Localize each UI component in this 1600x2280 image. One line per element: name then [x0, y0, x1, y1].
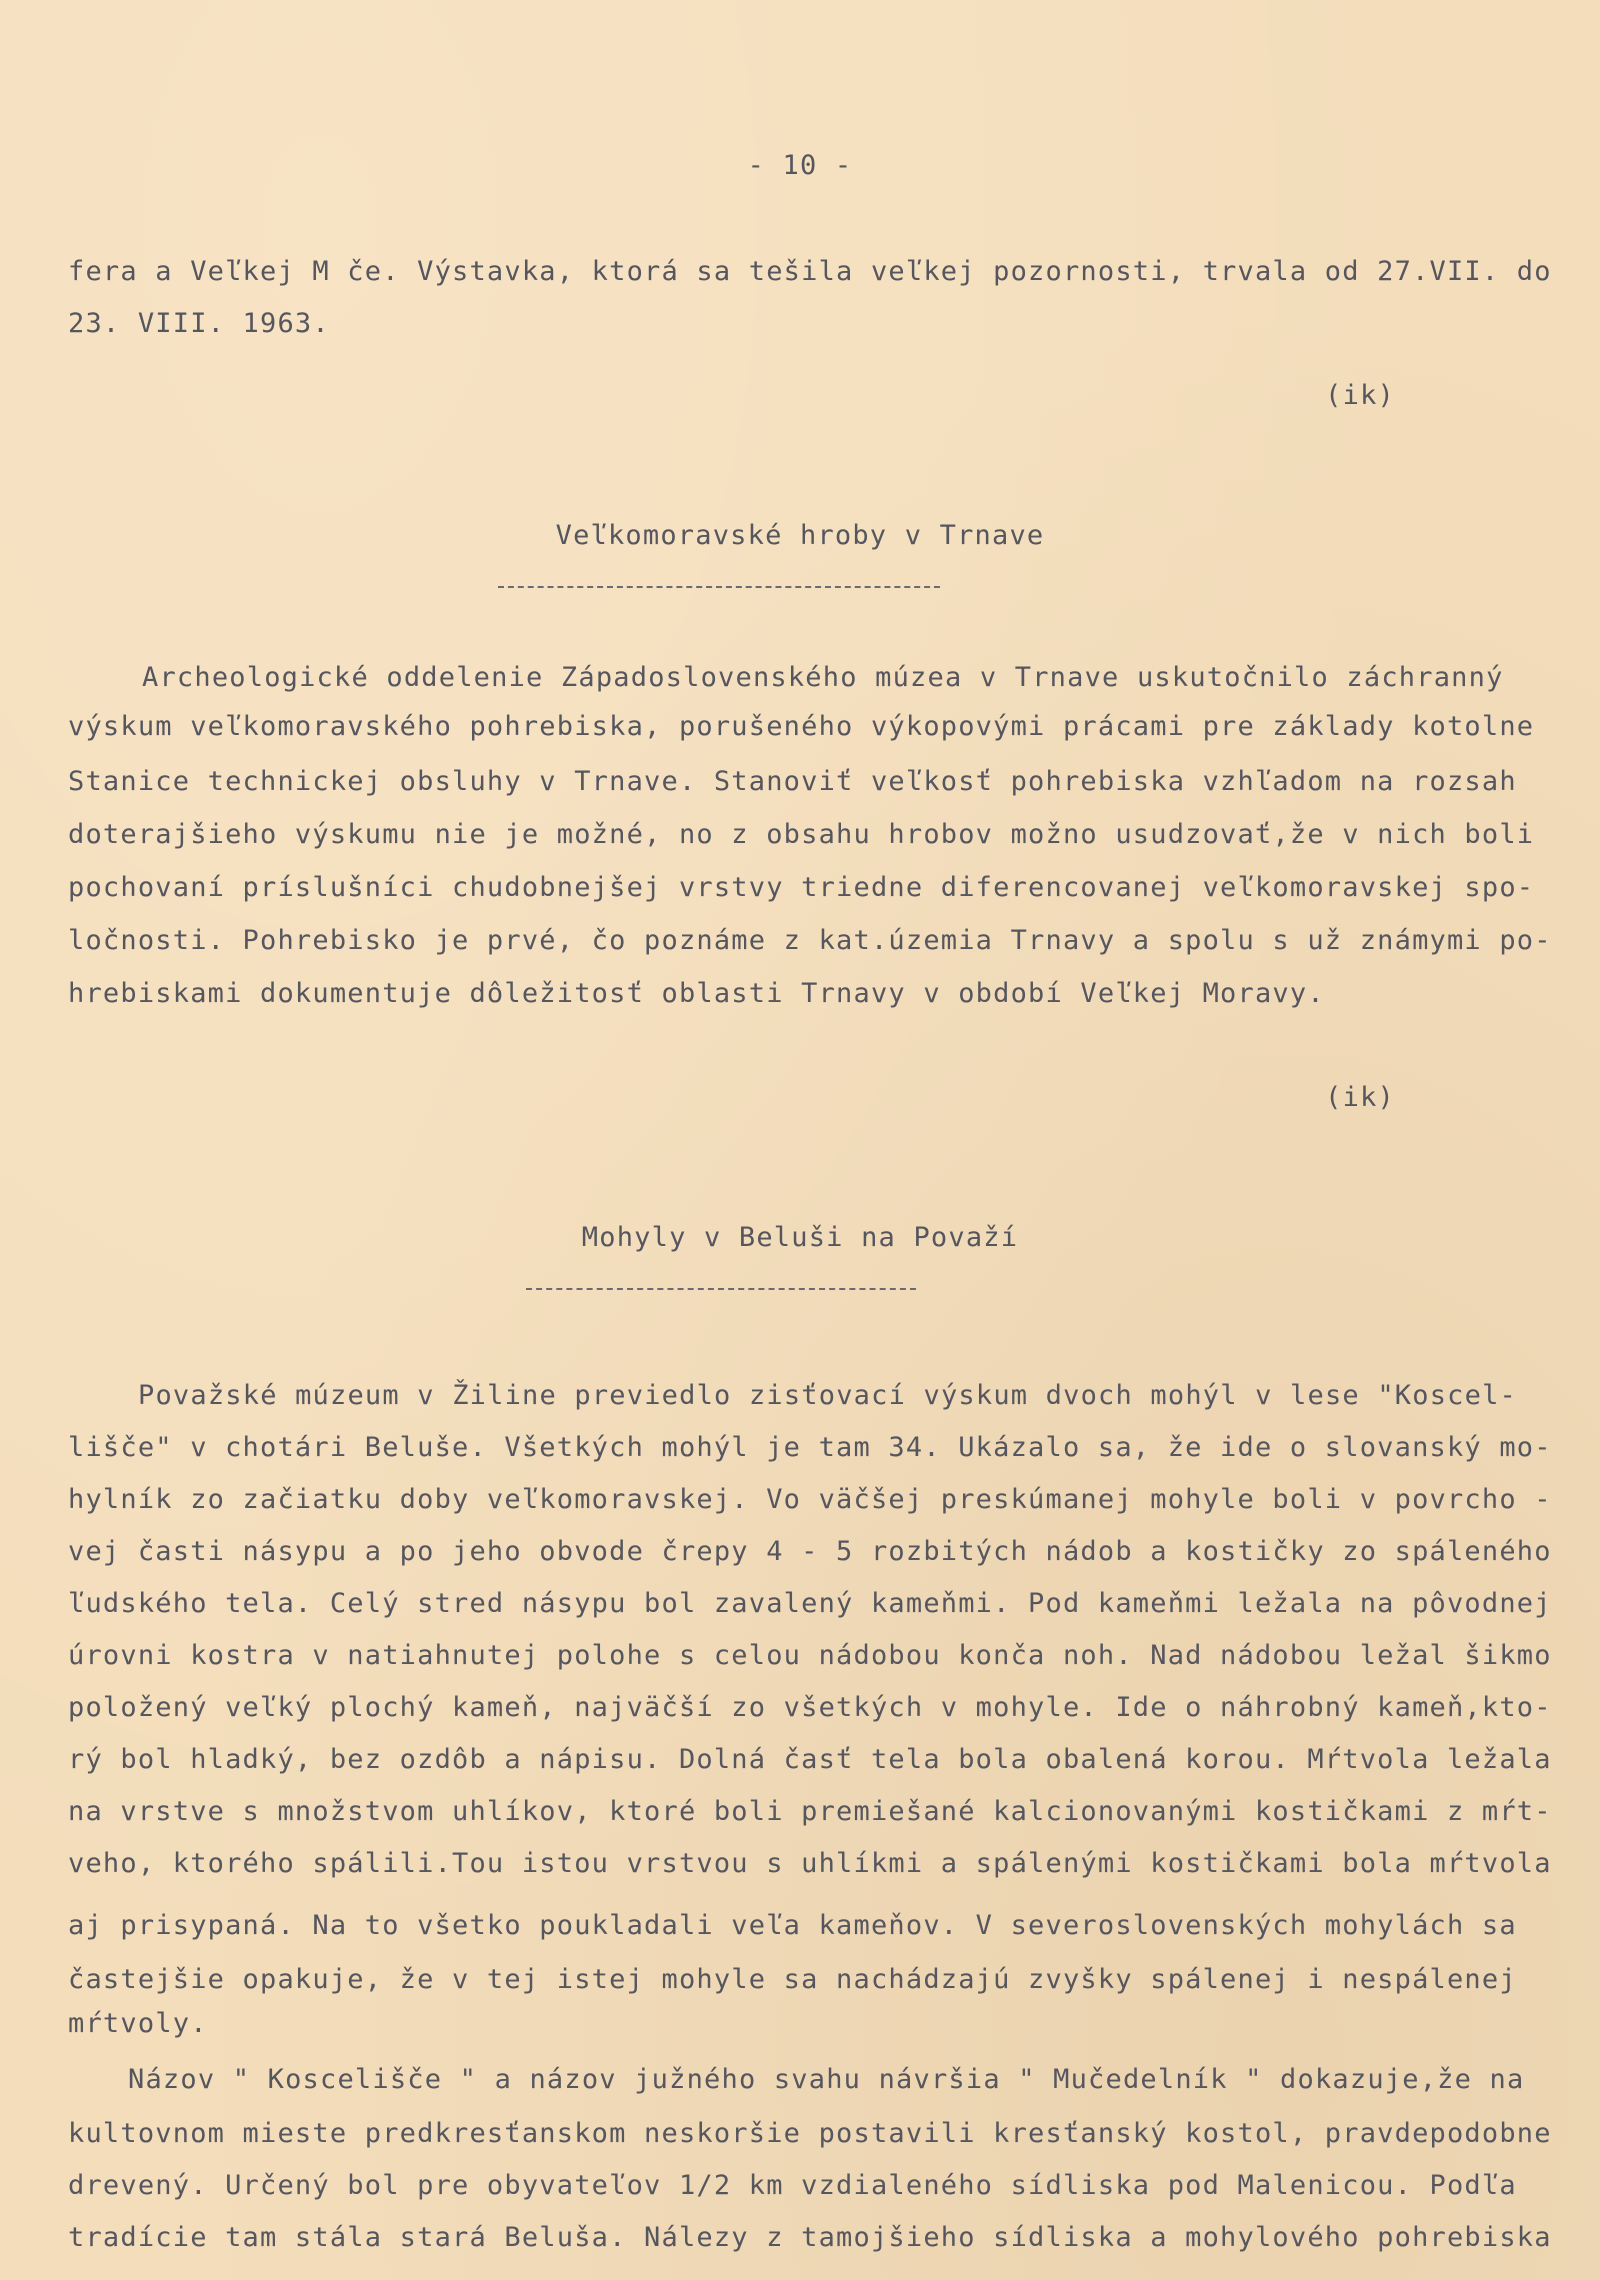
paragraph-line: mŕtvoly. — [68, 2008, 208, 2039]
paragraph-line: drevený. Určený bol pre obyvateľov 1/2 km vzdialeného sídliska pod Malenicou. Podľa — [68, 2170, 1517, 2201]
paragraph-line: tradície tam stála stará Beluša. Nálezy z tamojšieho sídliska a mohylového pohrebiska — [68, 2222, 1552, 2253]
paragraph-line: pochovaní príslušníci chudobnejšej vrstvy triedne diferencovanej veľkomoravskej spo- — [68, 872, 1535, 903]
paragraph-line: fera a Veľkej M če. Výstavka, ktorá sa tešila veľkej pozornosti, trvala od 27.VII. do — [68, 256, 1552, 287]
paragraph-line: Názov " Koscelišče " a názov južného svahu návršia " Mučedelník " dokazuje,že na — [128, 2064, 1525, 2095]
paragraph-line: Archeologické oddelenie Západoslovenského múzea v Trnave uskutočnilo záchranný — [142, 662, 1504, 693]
paragraph-line: kultovnom mieste predkresťanskom neskoršie postavili kresťanský kostol, pravdepodobne — [68, 2118, 1552, 2149]
section-title: Mohyly v Beluši na Považí — [581, 1222, 1019, 1253]
title-underline — [498, 586, 940, 588]
section-title: Veľkomoravské hroby v Trnave — [555, 520, 1045, 551]
paragraph-line: hrebiskami dokumentuje dôležitosť oblasti Trnavy v období Veľkej Moravy. — [68, 978, 1325, 1009]
paragraph-line: 23. VIII. 1963. — [68, 308, 330, 339]
paragraph-line: lišče" v chotári Beluše. Všetkých mohýl je tam 34. Ukázalo sa, že ide o slovanský mo- — [68, 1432, 1552, 1463]
author-signature: (ik) — [1325, 1082, 1395, 1113]
paragraph-line: na vrstve s množstvom uhlíkov, ktoré boli premiešané kalcionovanými kostičkami z mŕt- — [68, 1796, 1552, 1827]
paragraph-line: Stanice technickej obsluhy v Trnave. Stanoviť veľkosť pohrebiska vzhľadom na rozsah — [68, 766, 1517, 797]
paragraph-line: aj prisypaná. Na to všetko poukladali veľa kameňov. V severoslovenských mohylách sa — [68, 1910, 1517, 1941]
page-number: - 10 - — [747, 150, 853, 181]
paragraph-line: ľudského tela. Celý stred násypu bol zavalený kameňmi. Pod kameňmi ležala na pôvodnej — [68, 1588, 1552, 1619]
paragraph-line: ločnosti. Pohrebisko je prvé, čo poznáme z kat.územia Trnavy a spolu s už známymi po- — [68, 925, 1552, 956]
paragraph-line: doterajšieho výskumu nie je možné, no z obsahu hrobov možno usudzovať,že v nich boli — [68, 819, 1535, 850]
paragraph-line: veho, ktorého spálili.Tou istou vrstvou s uhlíkmi a spálenými kostičkami bola mŕtvola — [68, 1848, 1552, 1879]
paragraph-line: položený veľký plochý kameň, najväčší zo všetkých v mohyle. Ide o náhrobný kameň,kto- — [68, 1692, 1552, 1723]
author-signature: (ik) — [1325, 380, 1395, 411]
paragraph-line: Považské múzeum v Žiline previedlo zisťovací výskum dvoch mohýl v lese "Koscel- — [138, 1380, 1517, 1411]
paragraph-line: častejšie opakuje, že v tej istej mohyle sa nachádzajú zvyšky spálenej i nespálenej — [68, 1964, 1517, 1995]
paragraph-line: hylník zo začiatku doby veľkomoravskej. Vo väčšej preskúmanej mohyle boli v povrcho - — [68, 1484, 1552, 1515]
paragraph-line: rý bol hladký, bez ozdôb a nápisu. Dolná časť tela bola obalená korou. Mŕtvola ležala — [68, 1744, 1552, 1775]
title-underline — [526, 1288, 916, 1290]
paragraph-line: vej časti násypu a po jeho obvode črepy 4 - 5 rozbitých nádob a kostičky zo spáleného — [68, 1536, 1552, 1567]
paragraph-line: výskum veľkomoravského pohrebiska, porušeného výkopovými prácami pre základy kotolne — [68, 711, 1535, 742]
paragraph-line: úrovni kostra v natiahnutej polohe s celou nádobou konča noh. Nad nádobou ležal šikmo — [68, 1640, 1552, 1671]
